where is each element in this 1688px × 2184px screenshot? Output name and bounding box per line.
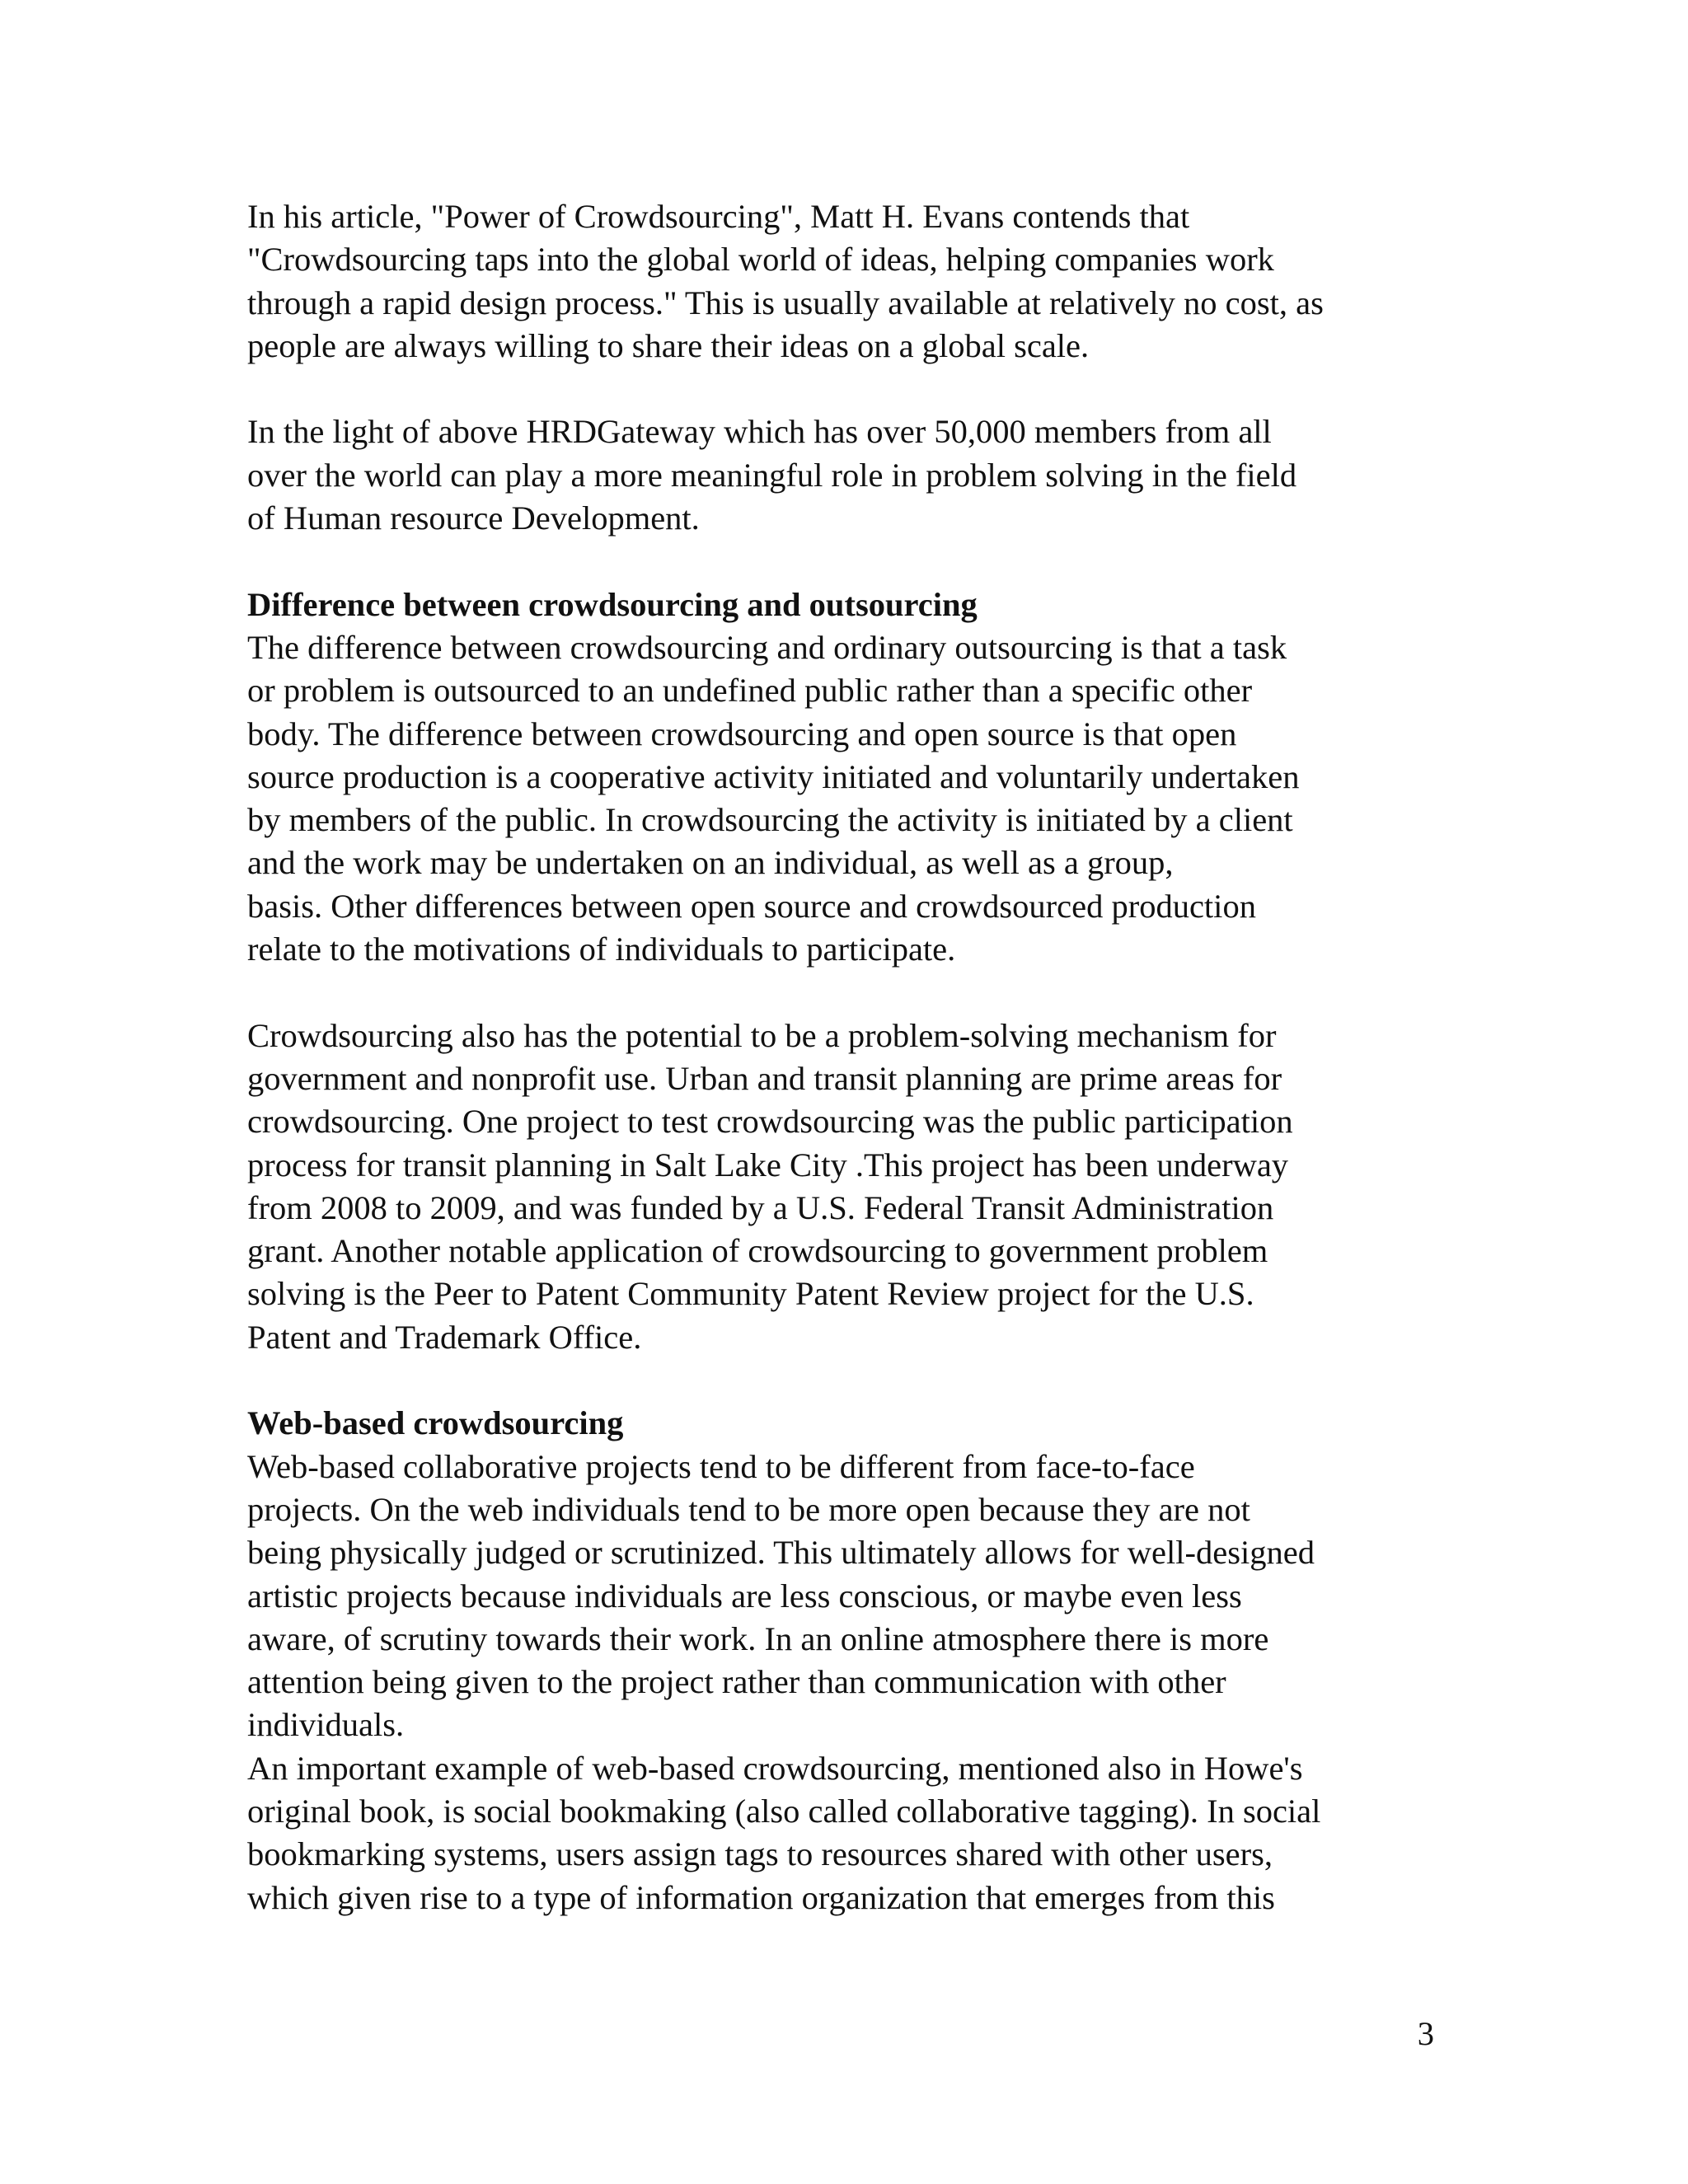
text-line: Web-based collaborative projects tend to be different from face-to-face [247,1447,1195,1485]
body-text [247,195,1459,1919]
section-heading-web-based: Web-based crowdsourcing [247,1404,624,1442]
paragraph-spacer [247,971,1459,1014]
paragraph-spacer [247,368,1459,410]
paragraph-crowdsourcing-power [247,195,1459,368]
text-line: being physically judged or scrutinized. This ultimately allows for well-designed [247,1534,1315,1572]
text-line: or problem is outsourced to an undefined public rather than a specific other [247,672,1253,710]
text-line: process for transit planning in Salt Lake City .This project has been underway [247,1146,1289,1183]
text-line: The difference between crowdsourcing and ordinary outsourcing is that a task [247,628,1287,666]
text-line: by members of the public. In crowdsourcing the activity is initiated by a client [247,801,1293,839]
text-line: government and nonprofit use. Urban and transit planning are prime areas for [247,1059,1282,1097]
text-line: individuals. [247,1706,405,1744]
text-line: source production is a cooperative activity initiated and voluntarily undertaken [247,757,1300,795]
paragraph-social-bookmarking [247,1747,1459,1919]
text-line: basis. Other differences between open source and crowdsourced production [247,887,1256,925]
text-line: relate to the motivations of individuals to participate. [247,930,956,968]
paragraph-difference [247,626,1459,971]
paragraph-spacer [247,540,1459,583]
text-line: "Crowdsourcing taps into the global world of ideas, helping companies work [247,241,1274,279]
text-line: aware, of scrutiny towards their work. In an online atmosphere there is more [247,1619,1269,1657]
text-line: grant. Another notable application of crowdsourcing to government problem [247,1232,1268,1270]
page-number: 3 [1417,2015,1434,2052]
text-line: solving is the Peer to Patent Community Patent Review project for the U.S. [247,1275,1254,1313]
section-heading-difference: Difference between crowdsourcing and outsourcing [247,585,978,623]
text-line: Patent and Trademark Office. [247,1318,642,1356]
text-line: In the light of above HRDGateway which has over 50,000 members from all [247,413,1272,451]
text-line: bookmarking systems, users assign tags to resources shared with other users, [247,1835,1273,1873]
text-line: from 2008 to 2009, and was funded by a U.S. Federal Transit Administration [247,1188,1274,1226]
text-line: An important example of web-based crowdsourcing, mentioned also in Howe's [247,1749,1303,1787]
text-line: In his article, "Power of Crowdsourcing", Matt H. Evans contends that [247,198,1190,235]
text-line: original book, is social bookmaking (also called collaborative tagging). In social [247,1792,1321,1830]
text-line: attention being given to the project rather than communication with other [247,1663,1226,1701]
text-line: and the work may be undertaken on an individual, as well as a group, [247,844,1174,882]
text-line: body. The difference between crowdsourcing and open source is that open [247,715,1237,752]
text-line: of Human resource Development. [247,499,700,537]
text-line: through a rapid design process." This is usually available at relatively no cost, as [247,284,1324,321]
paragraph-government-use [247,1015,1459,1359]
text-line: Crowdsourcing also has the potential to be a problem-solving mechanism for [247,1016,1277,1054]
text-line: artistic projects because individuals are less conscious, or maybe even less [247,1577,1242,1615]
text-line: over the world can play a more meaningful role in problem solving in the field [247,456,1297,494]
text-line: crowdsourcing. One project to test crowdsourcing was the public participation [247,1103,1293,1141]
paragraph-hrdgateway [247,410,1459,540]
paragraph-web-based [247,1446,1459,1747]
text-line: people are always willing to share their ideas on a global scale. [247,326,1090,364]
text-line: projects. On the web individuals tend to be more open because they are not [247,1490,1250,1528]
paragraph-spacer [247,1359,1459,1402]
text-line: which given rise to a type of information organization that emerges from this [247,1878,1275,1916]
